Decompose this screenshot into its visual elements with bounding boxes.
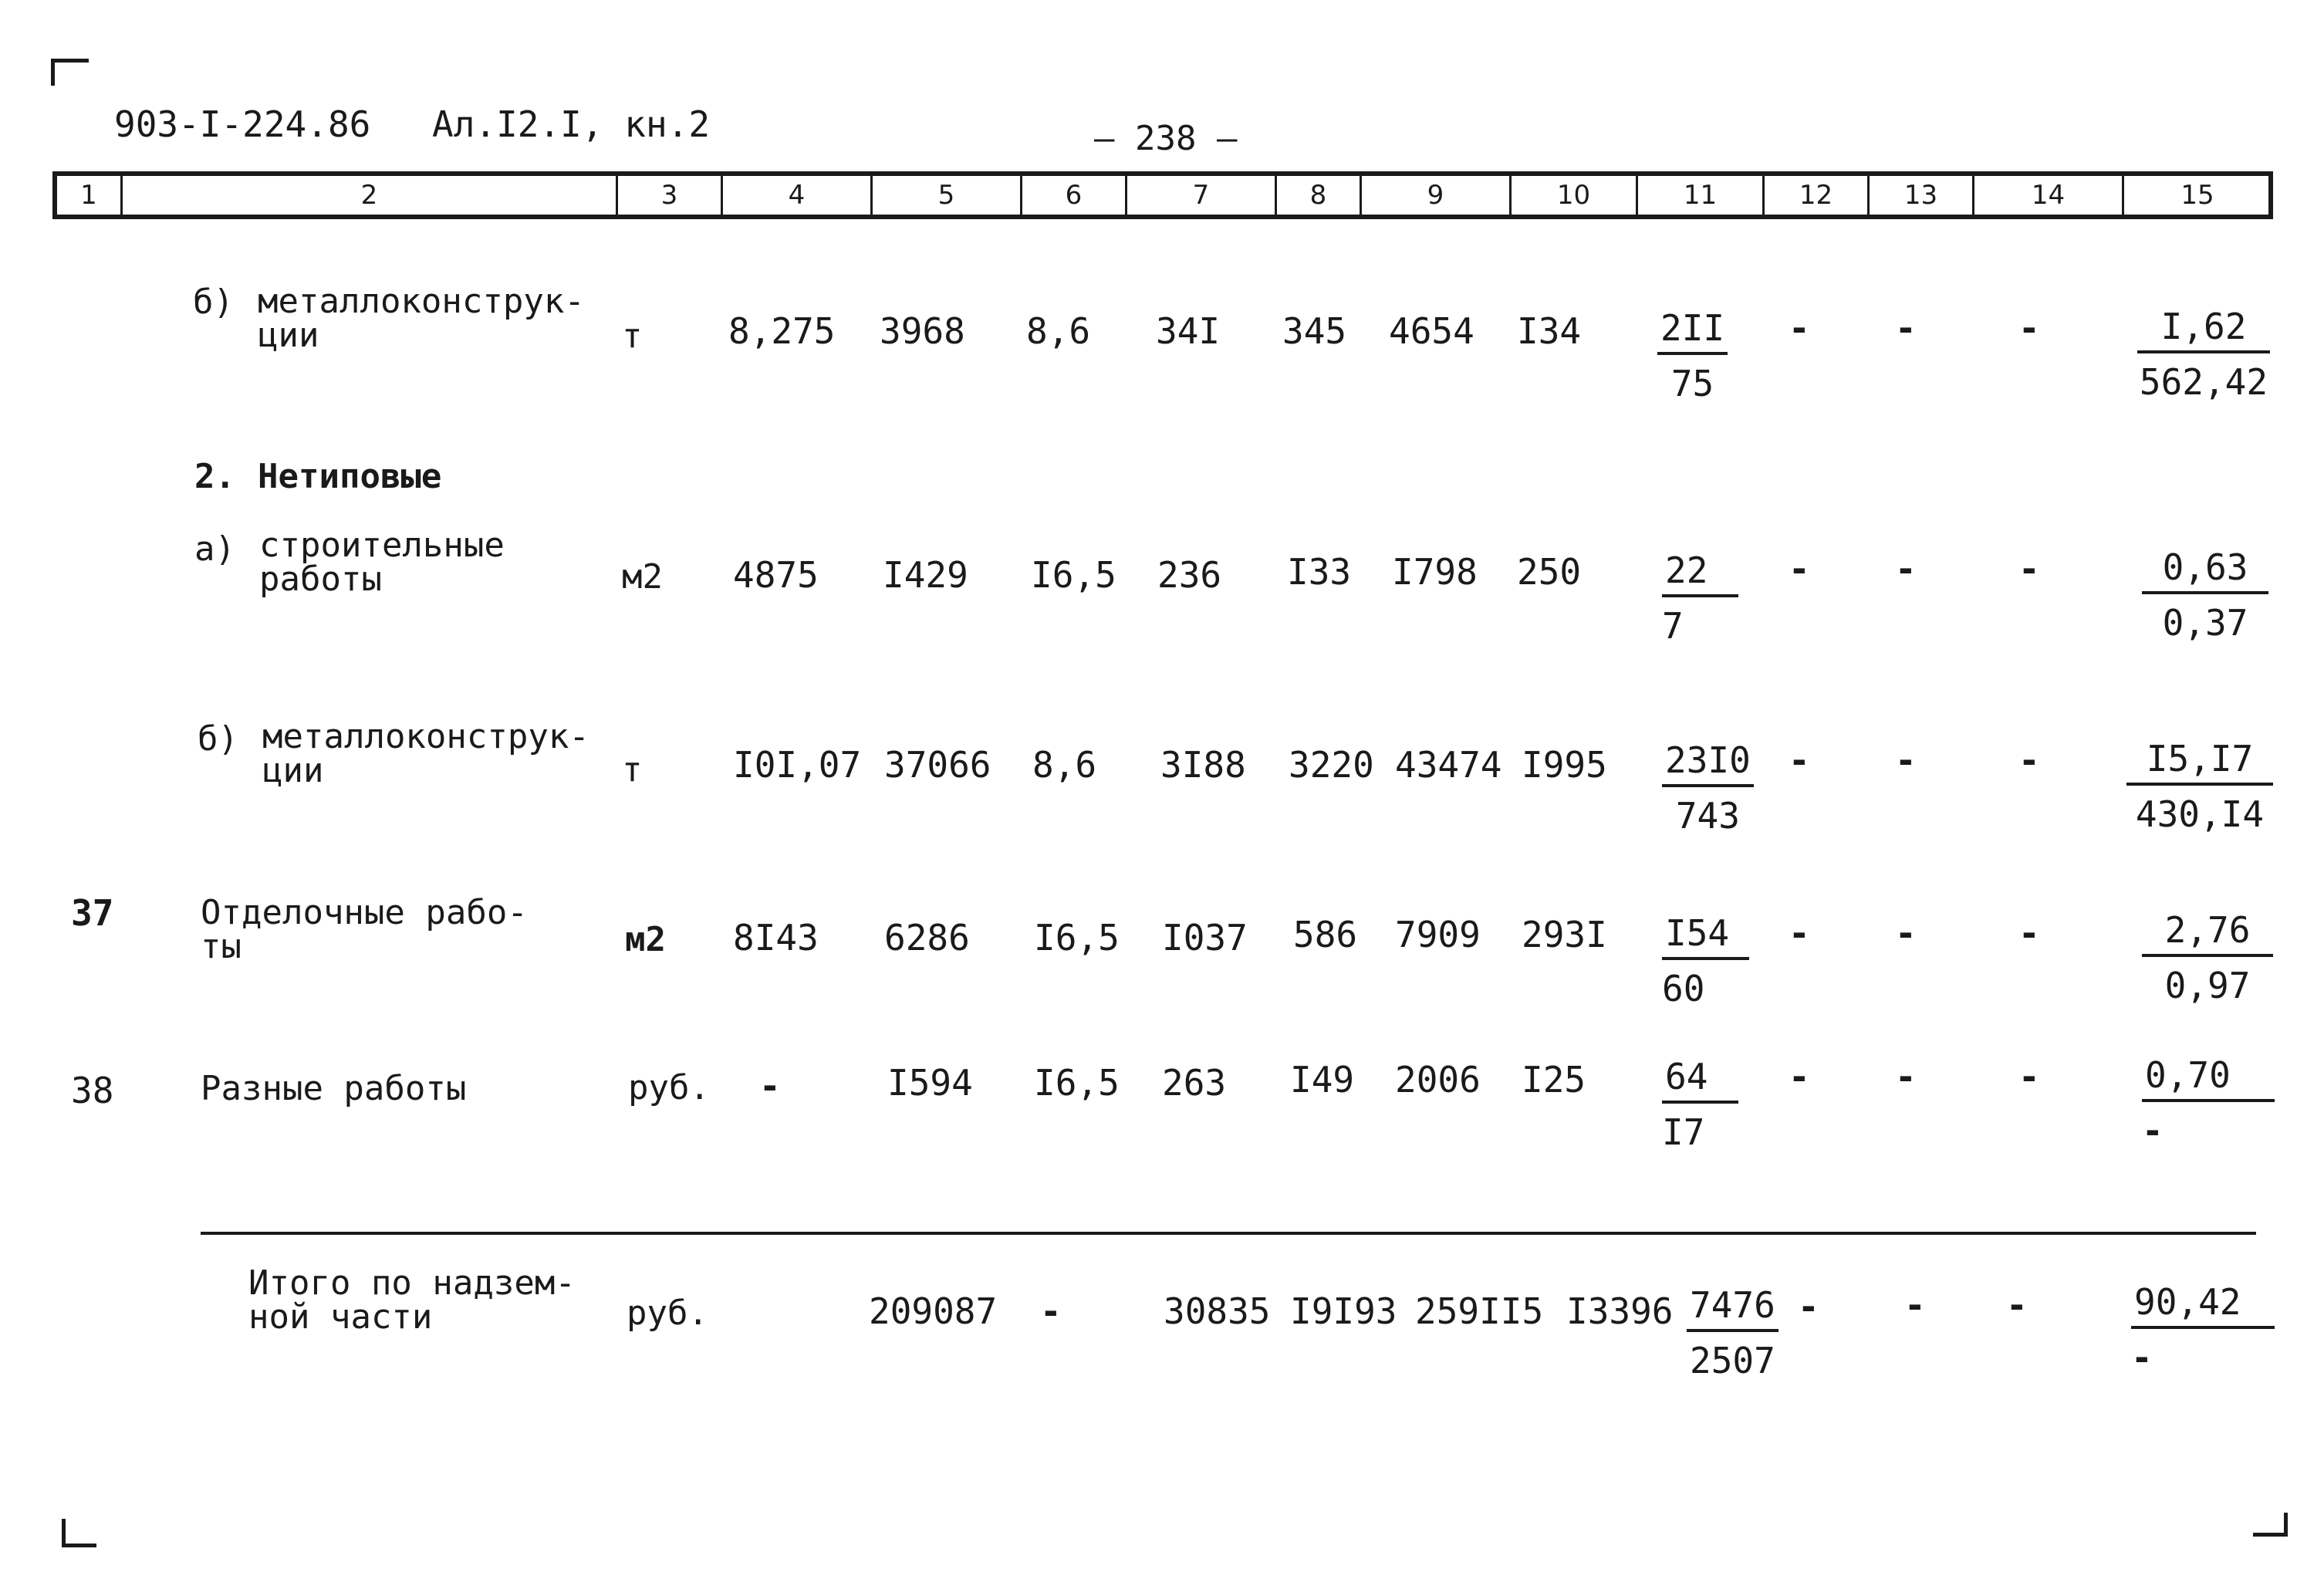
cell-col6: -: [1040, 1290, 1062, 1332]
fraction-denominator: 430,I4: [2135, 793, 2265, 835]
unit-cell: т: [622, 750, 643, 790]
fraction-denominator: 0,37: [2162, 602, 2248, 644]
cell-col12: -: [1789, 1056, 1810, 1097]
column-number: 6: [1065, 180, 1083, 211]
cell-col4: I0I,07: [733, 744, 862, 786]
cell-col5: 209087: [869, 1290, 998, 1332]
cell-col9: 43474: [1395, 744, 1502, 786]
cell-col13: -: [1895, 548, 1917, 590]
fraction-numerator: 2II: [1657, 310, 1728, 355]
row-name: Разные работы: [201, 1069, 467, 1108]
row-number: 37: [71, 892, 114, 934]
column-number: 8: [1309, 180, 1327, 211]
column-number: 2: [360, 180, 378, 211]
cell-col14: -: [2006, 1284, 2028, 1326]
cell-col12: -: [1789, 307, 1810, 349]
cell-col13: -: [1904, 1284, 1926, 1326]
fraction-denominator: -: [2142, 1110, 2164, 1151]
fraction-col15: [2126, 738, 2273, 835]
column-number: 3: [660, 180, 678, 211]
fraction-col15: [2137, 306, 2270, 403]
fraction-col11: [1687, 1284, 1778, 1381]
corner-mark-bottom-left: [62, 1519, 96, 1547]
row-name-line1: металлоконструк-: [258, 282, 585, 321]
cell-col14: -: [2018, 307, 2040, 349]
cell-col10: I25: [1522, 1059, 1586, 1101]
column-number: 7: [1192, 180, 1210, 211]
cell-col4: 8,275: [728, 310, 836, 352]
cell-col9: 259II5: [1415, 1290, 1544, 1332]
section-title: Нетиповые: [258, 457, 442, 496]
fraction-denominator: -: [2131, 1337, 2153, 1378]
page-number: — 238 —: [1094, 119, 1238, 158]
fraction-numerator: 7476: [1687, 1287, 1778, 1332]
cell-col6: 8,6: [1026, 310, 1091, 352]
column-number: 15: [2180, 180, 2214, 211]
fraction-col15: [2142, 1054, 2275, 1151]
row-name-line1: металлоконструк-: [262, 717, 589, 756]
unit-cell: т: [622, 316, 643, 356]
cell-col6: 8,6: [1032, 744, 1097, 786]
row-label: а): [194, 529, 235, 569]
row-name-line2: работы: [259, 560, 382, 599]
cell-col8: 586: [1293, 914, 1358, 955]
total-name-line1: Итого по надзем-: [248, 1263, 576, 1303]
column-number: 5: [937, 180, 955, 211]
fraction-denominator: 7: [1662, 605, 1684, 647]
row-name-line1: строительные: [259, 526, 505, 565]
column-number: 11: [1683, 180, 1718, 211]
fraction-col11: [1662, 739, 1754, 837]
cell-col10: 293I: [1522, 914, 1607, 955]
cell-col14: -: [2018, 1056, 2040, 1097]
cell-col7: 34I: [1156, 310, 1221, 352]
fraction-denominator: 562,42: [2139, 361, 2268, 403]
cell-col8: I49: [1290, 1059, 1355, 1101]
cell-col8: 3220: [1289, 744, 1374, 786]
row-label: б): [198, 719, 238, 759]
cell-col12: -: [1789, 912, 1810, 954]
fraction-numerator: I5,I7: [2126, 741, 2273, 786]
cell-col14: -: [2018, 548, 2040, 590]
fraction-denominator: 0,97: [2164, 965, 2251, 1006]
fraction-numerator: I54: [1662, 915, 1749, 960]
fraction-denominator: 2507: [1690, 1340, 1775, 1381]
row-name-line2: ции: [262, 751, 324, 790]
row-name-line1: Отделочные рабо-: [201, 893, 528, 932]
fraction-col15: [2142, 909, 2273, 1006]
cell-col6: I6,5: [1034, 917, 1120, 959]
cell-col14: -: [2018, 912, 2040, 954]
column-number: 13: [1903, 180, 1938, 211]
cell-col10: 250: [1517, 551, 1582, 593]
cell-col6: I6,5: [1031, 554, 1116, 596]
fraction-col15: [2131, 1281, 2275, 1378]
cell-col5: I594: [887, 1062, 973, 1104]
column-number: 10: [1556, 180, 1591, 211]
cell-col7: I037: [1162, 917, 1248, 959]
cell-col4: 4875: [733, 554, 819, 596]
row-name-line2: ты: [201, 927, 242, 966]
fraction-col11: [1657, 307, 1728, 404]
cell-col10: I34: [1517, 310, 1582, 352]
unit-cell: м2: [625, 920, 666, 959]
row-number: 38: [71, 1070, 114, 1111]
cell-col12: -: [1798, 1286, 1819, 1327]
document-code: 903-I-224.86: [114, 103, 371, 145]
cell-col7: 3I88: [1160, 744, 1246, 786]
cell-col14: -: [2018, 739, 2040, 781]
fraction-numerator: 22: [1662, 553, 1738, 597]
cell-col5: 37066: [884, 744, 991, 786]
cell-col13: -: [1895, 1056, 1917, 1097]
column-number: 1: [80, 180, 97, 211]
total-separator-line: [201, 1232, 2256, 1235]
column-number: 12: [1799, 180, 1833, 211]
cell-col8: I33: [1287, 551, 1352, 593]
fraction-numerator: 64: [1662, 1059, 1738, 1104]
cell-col9: I798: [1392, 551, 1478, 593]
fraction-col11: [1662, 549, 1738, 647]
cell-col5: 6286: [884, 917, 970, 959]
cell-col12: -: [1789, 548, 1810, 590]
cell-col4: -: [759, 1065, 781, 1107]
fraction-denominator: 743: [1675, 795, 1740, 837]
column-number: 9: [1427, 180, 1444, 211]
unit-cell: руб.: [628, 1068, 710, 1107]
column-number: 14: [2031, 180, 2066, 211]
fraction-denominator: I7: [1662, 1111, 1705, 1153]
corner-mark-bottom-right: [2253, 1513, 2288, 1537]
column-number: 4: [788, 180, 806, 211]
fraction-numerator: 2,76: [2142, 912, 2273, 957]
cell-col4: 8I43: [733, 917, 819, 959]
cell-col5: 3968: [880, 310, 965, 352]
cell-col9: 7909: [1395, 914, 1481, 955]
unit-cell: руб.: [627, 1293, 708, 1333]
fraction-col11: [1662, 912, 1749, 1009]
album-reference: Ал.I2.I, кн.2: [432, 103, 711, 145]
row-name-line2: ции: [258, 316, 319, 355]
cell-col10: I3396: [1566, 1290, 1674, 1332]
fraction-numerator: 0,63: [2142, 549, 2268, 594]
corner-mark-top-left: [51, 59, 89, 86]
cell-col9: 2006: [1395, 1059, 1481, 1101]
fraction-numerator: 23I0: [1662, 742, 1754, 787]
cell-col5: I429: [883, 554, 968, 596]
cell-col13: -: [1895, 307, 1917, 349]
cell-col8: I9I93: [1290, 1290, 1397, 1332]
fraction-numerator: 0,70: [2142, 1057, 2275, 1102]
fraction-numerator: 90,42: [2131, 1284, 2275, 1329]
section-number: 2.: [194, 457, 235, 496]
cell-col7: 263: [1162, 1062, 1227, 1104]
cell-col13: -: [1895, 912, 1917, 954]
fraction-col15: [2142, 546, 2268, 644]
cell-col10: I995: [1522, 744, 1607, 786]
cell-col6: I6,5: [1034, 1062, 1120, 1104]
cell-col13: -: [1895, 739, 1917, 781]
cell-col7: 30835: [1164, 1290, 1271, 1332]
row-label: б): [193, 282, 234, 322]
cell-col8: 345: [1282, 310, 1347, 352]
fraction-denominator: 60: [1662, 968, 1705, 1009]
cell-col9: 4654: [1389, 310, 1474, 352]
fraction-denominator: 75: [1670, 363, 1714, 404]
fraction-numerator: I,62: [2137, 309, 2270, 353]
cell-col12: -: [1789, 739, 1810, 781]
cell-col7: 236: [1157, 554, 1222, 596]
fraction-col11: [1662, 1056, 1738, 1153]
total-name-line2: ной части: [248, 1297, 433, 1337]
unit-cell: м2: [622, 557, 663, 597]
